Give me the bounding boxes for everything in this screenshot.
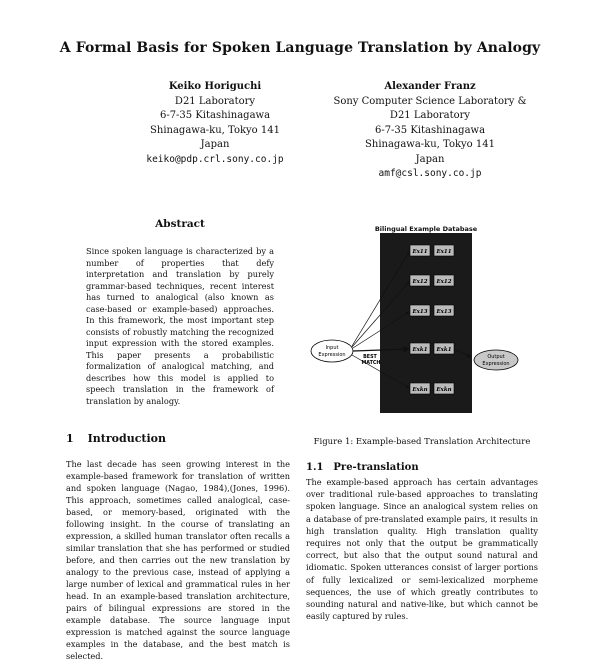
section-heading-introduction xyxy=(66,432,180,445)
affiliation-line: 6-7-35 Kitashinagawa xyxy=(159,110,271,121)
abstract-heading: Abstract xyxy=(155,218,205,230)
pretranslation-body xyxy=(306,476,538,622)
output-expression-label: Expression xyxy=(482,361,510,367)
example-label: Exkn xyxy=(436,387,452,393)
section-title: Pre-translation xyxy=(333,462,419,473)
input-expression-node xyxy=(311,340,353,362)
example-label: Exk1 xyxy=(412,347,428,353)
section-title: Introduction xyxy=(87,432,166,445)
output-expression-node xyxy=(474,350,518,370)
affiliation-line: Sony Computer Science Laboratory & xyxy=(333,95,527,107)
pretranslation-text: The example-based approach has certain advantages over traditional rule-based approaches to translating spoken language. Since an analogical system relies on a database of pre-translated example pairs, it results in high translation quality. High translation quality requires not only that the output be grammatically correct, but also that the output sound natural and idiomatic. Spoken utterances consist of larger portions of fully lexicalized or semi-lexicalized morpheme sequences, the use of which greatly contributes to sounding natural and native-like, but which cannot be easily captured by rules. xyxy=(306,477,538,622)
author-email: amf@csl.sony.co.jp xyxy=(378,168,482,179)
affiliation-line: Japan xyxy=(200,139,230,150)
paper-title: A Formal Basis for Spoken Language Translation by Analogy xyxy=(59,40,541,56)
section-number: 1.1 xyxy=(306,462,324,473)
input-expression-label: Expression xyxy=(318,352,346,358)
author-block-1 xyxy=(110,80,320,167)
example-label: Ex13 xyxy=(436,309,452,315)
figure-caption: Figure 1: Example-based Translation Architecture xyxy=(313,437,531,447)
introduction-text: The last decade has seen growing interest in the example-based framework for translation of written and spoken language (Nagao, 1984),(Jones, 1996). This approach, sometimes called analogical, case-based, or memory-based, originated with the following insight. In the course of translating an expression, a skilled human translator often recalls a similar translation that she has performed or studied before, and then carries out the new translation by analogy to the previous case, instead of applying a large number of lexical and grammatical rules in her head. In an example-based translation architecture, pairs of bilingual expressions are stored in the example database. The source language input expression is matched against the source language examples in the database, and the best match is selected. xyxy=(66,459,290,661)
example-label: Ex12 xyxy=(436,279,452,285)
example-label: Exkn xyxy=(412,387,428,393)
affiliation-line: Shinagawa-ku, Tokyo 141 xyxy=(365,139,495,150)
input-expression-label: Input xyxy=(325,345,339,351)
introduction-body xyxy=(66,458,290,662)
example-label: Ex12 xyxy=(412,279,428,285)
example-label: Exk1 xyxy=(436,347,452,353)
author-email: keiko@pdp.crl.sony.co.jp xyxy=(146,153,284,165)
section-number: 1 xyxy=(66,432,74,445)
affiliation-line: 6-7-35 Kitashinagawa xyxy=(374,124,486,136)
output-expression-label: Output xyxy=(487,354,505,360)
example-label: Ex13 xyxy=(412,309,428,315)
abstract-body xyxy=(86,246,274,407)
best-match-label: MATCH xyxy=(361,361,381,366)
best-match-label: BEST xyxy=(363,355,377,360)
example-label: Ex11 xyxy=(436,249,452,255)
affiliation-line: Shinagawa-ku, Tokyo 141 xyxy=(150,124,280,136)
section-heading-pretranslation xyxy=(306,462,429,473)
abstract-text: Since spoken language is characterized by a number of properties that defy interpretation and translation by purely grammar-based techniques, recent interest has turned to analogical (also known as case-based or example-based) approaches. In this framework, the most important step consists of robustly matching the recognized input expression with the stored examples. This paper presents a probabilistic formalization of analogical matching, and describes how this model is applied to speech translation in the framework of translation by analogy. xyxy=(86,246,274,406)
author-block-2 xyxy=(290,80,570,182)
architecture-figure xyxy=(308,225,538,415)
affiliation-line: Japan xyxy=(415,153,445,165)
database-label: Bilingual Example Database xyxy=(374,225,478,233)
author-name: Alexander Franz xyxy=(384,81,476,92)
affiliation-line: D21 Laboratory xyxy=(389,110,471,121)
affiliation-line: D21 Laboratory xyxy=(174,95,256,107)
example-label: Ex11 xyxy=(412,249,428,255)
author-name: Keiko Horiguchi xyxy=(168,81,262,92)
